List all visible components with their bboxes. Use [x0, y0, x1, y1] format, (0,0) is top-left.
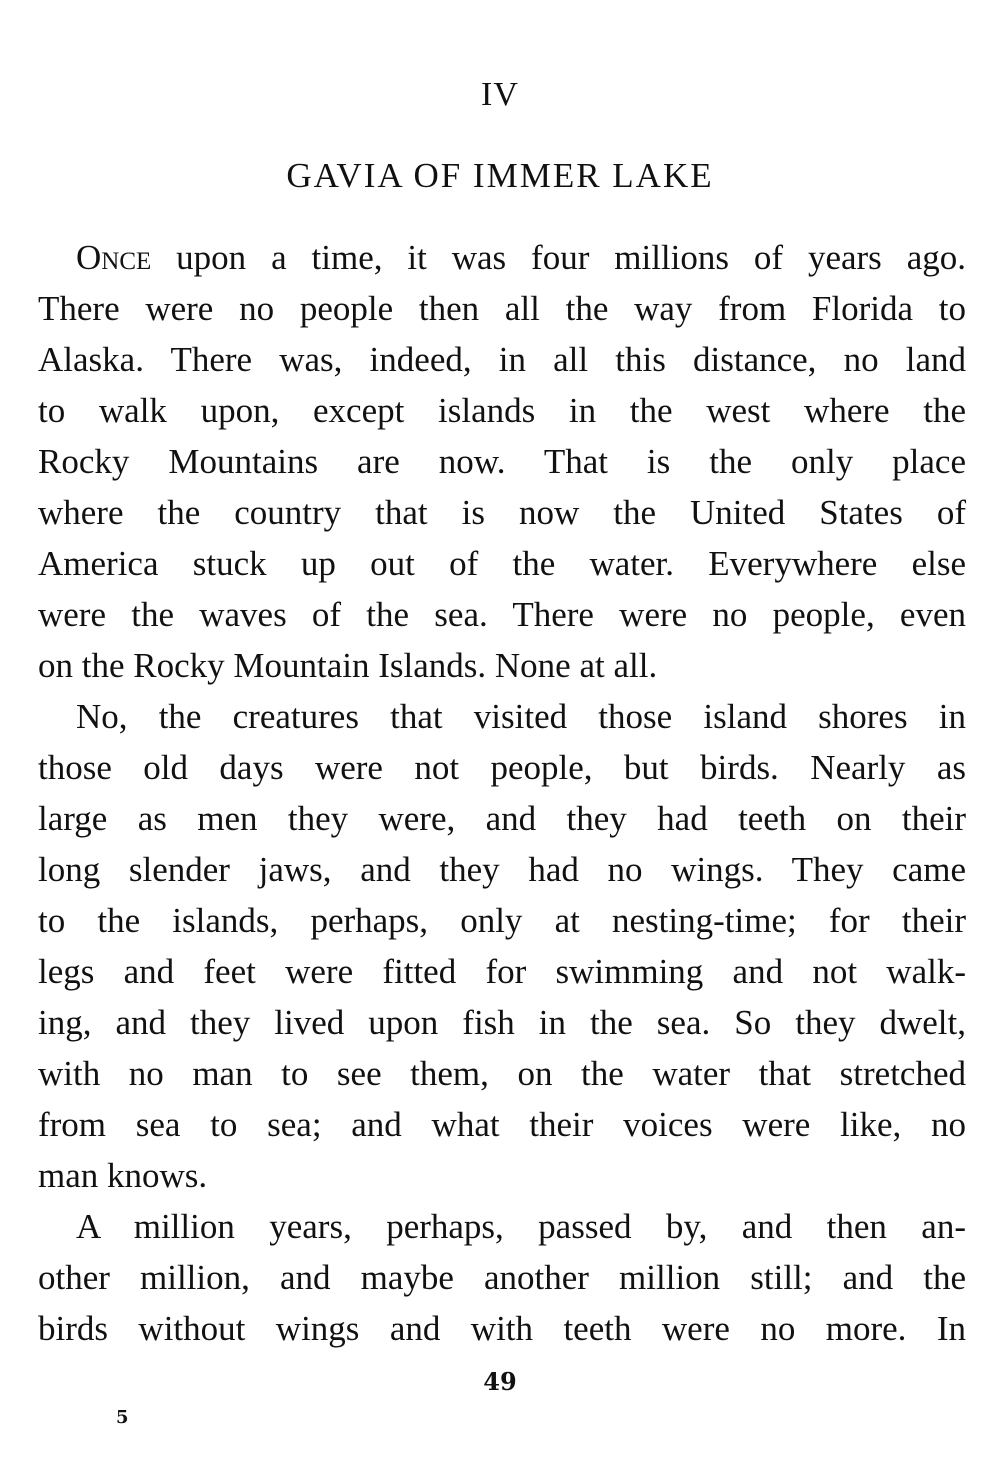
- text-line: [38, 232, 966, 283]
- text-line: to walk upon, except islands in the west where the: [38, 391, 966, 430]
- body-text: [38, 232, 966, 1354]
- text-line: other million, and maybe another million still; and the: [38, 1258, 966, 1297]
- text-line: man knows.: [38, 1156, 208, 1195]
- paragraph-1: [38, 232, 966, 691]
- text-line: Alaska. There was, indeed, in all this distance, no land: [38, 340, 966, 379]
- lead-smallcaps: Once: [76, 238, 152, 277]
- text-line: on the Rocky Mountain Islands. None at all.: [38, 646, 658, 685]
- paragraph-3: [38, 1201, 966, 1354]
- paragraph-2: [38, 691, 966, 1201]
- text-line: large as men they were, and they had teeth on their: [38, 799, 966, 838]
- text-line: No, the creatures that visited those island shores in: [76, 697, 966, 736]
- chapter-number: IV: [481, 76, 519, 113]
- text-line: to the islands, perhaps, only at nesting-time; for their: [38, 901, 966, 940]
- text-line: There were no people then all the way from Florida to: [38, 289, 966, 328]
- text-line: legs and feet were fitted for swimming and not walk-: [38, 952, 966, 991]
- text-line: with no man to see them, on the water that stretched: [38, 1054, 966, 1093]
- text-line: long slender jaws, and they had no wings. They came: [38, 850, 966, 889]
- text-line: where the country that is now the United States of: [38, 493, 966, 532]
- text-line: America stuck up out of the water. Everywhere else: [38, 544, 966, 583]
- text-line: ing, and they lived upon fish in the sea. So they dwelt,: [38, 1003, 966, 1042]
- text-line: Rocky Mountains are now. That is the only place: [38, 442, 966, 481]
- text-line: from sea to sea; and what their voices were like, no: [38, 1105, 966, 1144]
- text-line: A million years, perhaps, passed by, and then an-: [76, 1207, 966, 1246]
- line-text: upon a time, it was four millions of years ago.: [151, 238, 966, 277]
- text-line: were the waves of the sea. There were no people, even: [38, 595, 966, 634]
- chapter-title: GAVIA OF IMMER LAKE: [286, 156, 714, 195]
- page-number: 49: [483, 1367, 517, 1396]
- text-line: those old days were not people, but birds. Nearly as: [38, 748, 966, 787]
- signature-mark: 5: [116, 1407, 129, 1428]
- text-line: birds without wings and with teeth were no more. In: [38, 1309, 966, 1348]
